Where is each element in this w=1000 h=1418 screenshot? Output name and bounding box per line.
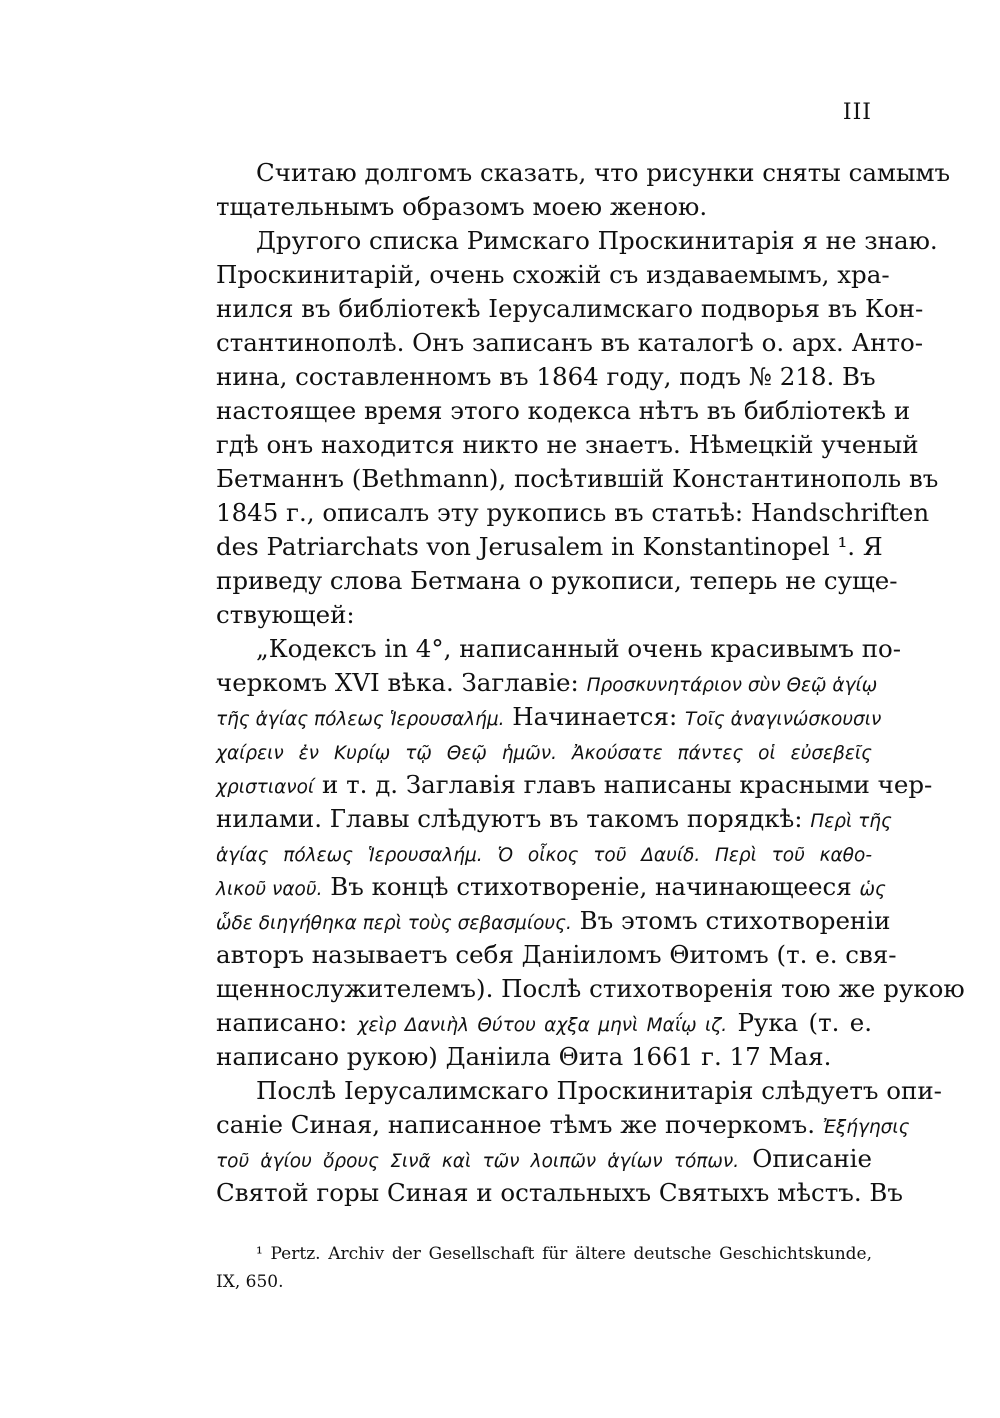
text-line bbox=[216, 870, 886, 904]
text-line: тщательнымъ образомъ моею женою. bbox=[216, 192, 708, 221]
text-line bbox=[216, 768, 933, 802]
text-line: Считаю долгомъ сказать, что рисунки сняты самымъ bbox=[256, 158, 951, 187]
greek-text: Τοῖς ἀναγινώσκουσιν bbox=[685, 709, 882, 730]
footnote-line: ¹ Pertz. Archiv der Gesellschaft für ältere deutsche Geschichtskunde, bbox=[256, 1244, 872, 1264]
greek-text: τῆς ἁγίας πόλεως Ἱερουσαλήμ. bbox=[216, 709, 505, 730]
text-line: стантинополѣ. Онъ записанъ въ каталогѣ о. арх. Анто- bbox=[216, 328, 924, 357]
text-line bbox=[216, 666, 878, 700]
text-line: „Кодексъ in 4°, написанный очень красивымъ по- bbox=[256, 634, 902, 663]
greek-text: λικοῦ ναοῦ. bbox=[216, 879, 323, 900]
greek-text: Προσκυνητάριον σὺν Θεῷ ἁγίῳ bbox=[586, 675, 878, 696]
russian-text: Начинается: bbox=[504, 702, 686, 731]
russian-text: черкомъ XVI вѣка. Заглавіе: bbox=[216, 668, 587, 697]
greek-text: χριστιανοί bbox=[216, 777, 315, 798]
greek-text: Ἐξήγησις bbox=[822, 1117, 910, 1138]
text-line: Другого списка Римскаго Проскинитарія я не знаю. bbox=[256, 226, 938, 255]
greek-text: Περὶ τῆς bbox=[810, 811, 892, 832]
text-line: нился въ библіотекѣ Іерусалимскаго подворья въ Кон- bbox=[216, 294, 924, 323]
text-line bbox=[216, 802, 892, 836]
greek-text: χεὶρ Δανιὴλ Θύτου αχξα μηνὶ Μαΐῳ ιζ. bbox=[357, 1015, 728, 1036]
text-line: Проскинитарій, очень схожій съ издаваемымъ, хра- bbox=[216, 260, 890, 289]
greek-text: χαίρειν ἐν Κυρίῳ τῷ Θεῷ ἡμῶν. Ἀκούσατε πάντες οἱ εὐσεβεῖς bbox=[216, 743, 872, 764]
greek-text: ὡς bbox=[859, 879, 886, 900]
footnote bbox=[216, 1240, 872, 1296]
text-line: Послѣ Іерусалимскаго Проскинитарія слѣдуетъ опи- bbox=[256, 1076, 942, 1105]
text-line: авторъ называетъ себя Даніиломъ Θитомъ (т. е. свя- bbox=[216, 940, 897, 969]
text-line bbox=[216, 1006, 872, 1040]
text-line: ствующей: bbox=[216, 600, 355, 629]
text-line: нина, составленномъ въ 1864 году, подъ № 218. Въ bbox=[216, 362, 876, 391]
text-line: настоящее время этого кодекса нѣтъ въ библіотекѣ и bbox=[216, 396, 911, 425]
text-line bbox=[216, 1142, 872, 1176]
greek-text: ὧδε διηγήθηκα περὶ τοὺς σεβασμίους. bbox=[216, 913, 572, 934]
text-line: Бетманнъ (Bethmann), посѣтившій Константинополь въ bbox=[216, 464, 939, 493]
text-line: щеннослужителемъ). Послѣ стихотворенія тою же рукою bbox=[216, 974, 965, 1003]
text-line bbox=[216, 1108, 910, 1142]
text-line: 1845 г., описалъ эту рукопись въ статьѣ: Handschriften bbox=[216, 498, 930, 527]
footnote-line: IX, 650. bbox=[216, 1272, 284, 1292]
greek-text: τοῦ ἁγίου ὄρους Σινᾶ καὶ τῶν λοιπῶν ἁγίων τόπων. bbox=[216, 1151, 740, 1172]
russian-text: нилами. Главы слѣдуютъ въ такомъ порядкѣ: bbox=[216, 804, 811, 833]
body-text bbox=[216, 156, 965, 1210]
page-number: III bbox=[842, 100, 872, 125]
greek-text: ἁγίας πόλεως Ἱερουσαλήμ. Ὁ οἶκος τοῦ Δαυίδ. Περὶ τοῦ καθο- bbox=[216, 845, 872, 866]
text-line: Святой горы Синая и остальныхъ Святыхъ мѣстъ. Въ bbox=[216, 1178, 904, 1207]
russian-text: Въ этомъ стихотвореніи bbox=[571, 906, 891, 935]
russian-text: саніе Синая, написанное тѣмъ же почеркомъ. bbox=[216, 1110, 823, 1139]
russian-text: Въ концѣ стихотвореніе, начинающееся bbox=[322, 872, 860, 901]
text-line bbox=[216, 700, 882, 734]
russian-text: Рука (т. е. bbox=[727, 1008, 873, 1037]
text-line: des Patriarchats von Jerusalem in Konstantinopel ¹. Я bbox=[216, 532, 883, 561]
text-line bbox=[216, 836, 872, 870]
text-line: приведу слова Бетмана о рукописи, теперь не суще- bbox=[216, 566, 898, 595]
russian-text: написано: bbox=[216, 1008, 358, 1037]
russian-text: и т. д. Заглавія главъ написаны красными чер- bbox=[314, 770, 933, 799]
text-line: написано рукою) Даніила Θита 1661 г. 17 Мая. bbox=[216, 1042, 832, 1071]
text-line bbox=[216, 904, 891, 938]
text-line bbox=[216, 734, 872, 768]
text-line: гдѣ онъ находится никто не знаетъ. Нѣмецкій ученый bbox=[216, 430, 919, 459]
russian-text: Описаніе bbox=[739, 1144, 872, 1173]
